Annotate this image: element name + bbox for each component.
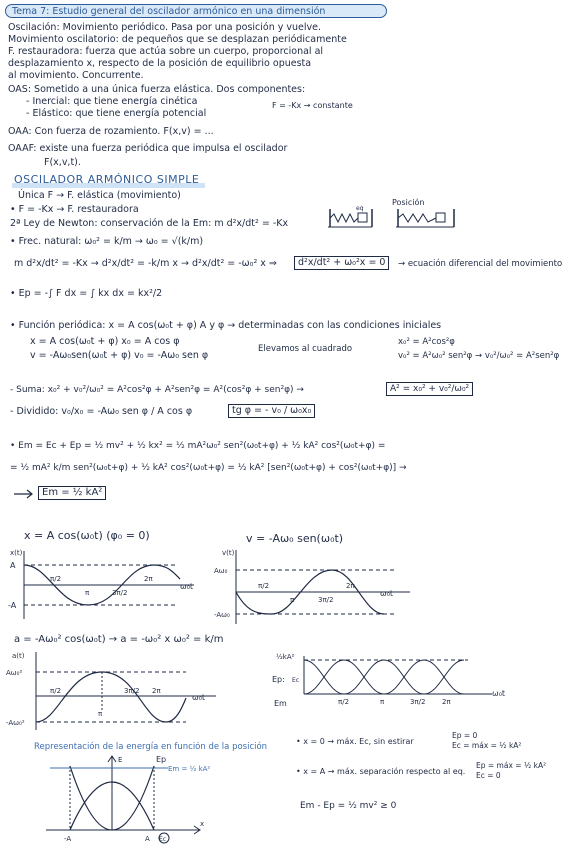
g4-t1: π/2 [338, 698, 350, 706]
energy-x-label: x [200, 820, 205, 828]
g2-top: Aω₀ [214, 567, 228, 575]
section-line-5b: → ecuación diferencial del movimiento [398, 259, 563, 269]
energy-plus-a: A [145, 835, 150, 843]
intro-line-4: desplazamiento x, respecto de la posición de equilibrio opuesta [8, 58, 312, 69]
note-2a: Ep = máx = ½ kA² [476, 761, 547, 770]
note-1b: Ec = máx = ½ kA² [452, 741, 522, 750]
g3-t1: π/2 [50, 687, 62, 695]
section-line-7: • Función periódica: x = A cos(ω₀t + φ) A y φ → determinadas con las condiciones iniciales [10, 320, 442, 331]
intro-line-9: OAA: Con fuerza de rozamiento. F(x,v) = ... [8, 126, 214, 137]
section-line-3: 2ª Ley de Newton: conservación de la Em: m d²x/dt² = -Kx [10, 218, 289, 229]
section-line-6: • Ep = -∫ F dx = ∫ kx dx = kx²/2 [10, 288, 163, 299]
section-line-9b: Elevamos al cuadrado [258, 344, 353, 354]
arrow-icon [14, 488, 36, 500]
intro-line-7: - Inercial: que tiene energía cinética [26, 96, 198, 107]
section-line-11: - Dividido: v₀/x₀ = -Aω₀ sen φ / A cos φ [10, 406, 193, 417]
intro-line-10: OAAF: existe una fuerza periódica que impulsa el oscilador [8, 143, 288, 154]
g3-t2: π [98, 710, 103, 718]
g4-t2: π [380, 698, 385, 706]
g1-t2: π [85, 589, 90, 597]
note-2b: Ec = 0 [476, 771, 501, 780]
g4-top: ½kA² [276, 653, 295, 661]
section-line-8: x = A cos(ω₀t + φ) x₀ = A cos φ [30, 336, 180, 347]
graph-velocity [214, 546, 414, 628]
g4-t4: 2π [442, 698, 451, 706]
section-line-12: • Em = Ec + Ep = ½ mv² + ½ kx² = ½ mA²ω₀² sen²(ω₀t+φ) + ½ kA² cos²(ω₀t+φ) = [10, 441, 386, 451]
g2-xlab: ω₀t [380, 589, 394, 598]
g3-xlab: ω₀t [192, 693, 206, 702]
intro-line-7b: F = -Kx → constante [272, 101, 353, 110]
g2-t4: 2π [346, 582, 355, 590]
phase-box: tg φ = - v₀ / ω₀x₀ [228, 404, 315, 418]
g1-t1: π/2 [50, 575, 62, 583]
section-line-1: Única F → F. elástica (movimiento) [18, 190, 181, 201]
g3-ylab: a(t) [12, 652, 25, 660]
g4-xlab: ω₀t [492, 689, 506, 698]
intro-line-5: al movimiento. Concurrente. [8, 70, 144, 81]
energy-e-label: E [118, 756, 123, 764]
section-line-2: • F = -Kx → F. restauradora [10, 204, 139, 215]
graph-a-title: a = -Aω₀² cos(ω₀t) → a = -ω₀² x ω₀² = k/m [14, 634, 224, 645]
section-line-5: m d²x/dt² = -Kx → d²x/dt² = -k/m x → d²x/dt² = -ω₀² x ⇒ [14, 258, 277, 269]
g4-ep: Ep: [272, 675, 285, 684]
note-2: • x = A → máx. separación respecto al eq. [296, 767, 466, 776]
amplitude-box: A² = x₀² + v₀²/ω₀² [386, 382, 473, 396]
section-line-8b: x₀² = A²cos²φ [398, 337, 455, 347]
g2-t3: 3π/2 [318, 596, 334, 604]
final-inequality: Em - Ep = ½ mv² ≥ 0 [300, 801, 397, 811]
g1-bot: -A [8, 601, 17, 610]
intro-line-2: Movimiento oscilatorio: de pequeños que se desplazan periódicamente [8, 34, 347, 45]
page-title: Tema 7: Estudio general del oscilador armónico en una dimensión [5, 4, 387, 18]
intro-line-11: F(x,v,t). [44, 157, 81, 168]
g4-t3: 3π/2 [410, 698, 426, 706]
graph-acceleration [6, 648, 226, 734]
svg-text:eq: eq [356, 205, 364, 212]
graph-position [8, 545, 198, 625]
section-line-13: = ½ mA² k/m sen²(ω₀t+φ) + ½ kA² cos²(ω₀t+φ) = ½ kA² [sen²(ω₀t+φ) + cos²(ω₀t+φ)] → [10, 463, 407, 473]
g2-ylab: v(t) [222, 549, 235, 557]
intro-line-1: Oscilación: Movimiento periódico. Pasa por una posición y vuelve. [8, 22, 322, 33]
section-line-10: - Suma: x₀² + v₀²/ω₀² = A²cos²φ + A²sen²φ = A²(cos²φ + sen²φ) → [10, 385, 304, 395]
g3-bot: -Aω₀² [6, 719, 25, 727]
intro-line-6: OAS: Sometido a una única fuerza elástica. Dos componentes: [8, 84, 306, 95]
graph-energy-position [40, 752, 210, 844]
diff-eq-box: d²x/dt² + ω₀²x = 0 [294, 256, 389, 270]
spring-sketch [326, 205, 566, 233]
graph-energy-time [262, 648, 524, 714]
intro-line-3: F. restauradora: fuerza que actúa sobre un cuerpo, proporcional al [8, 46, 324, 57]
intro-line-8: - Elástico: que tiene energía potencial [26, 108, 207, 119]
energy-ec-label: Ec [159, 836, 167, 843]
g2-bot: -Aω₀ [214, 611, 230, 619]
section-line-9: v = -Aω₀sen(ω₀t + φ) v₀ = -Aω₀ sen φ [30, 350, 209, 361]
g4-ec: Ec [292, 677, 300, 684]
posicion-label: Posición [392, 198, 425, 207]
g1-t3: 3π/2 [112, 589, 128, 597]
note-1a: Ep = 0 [452, 731, 478, 740]
section-line-4: • Frec. natural: ω₀² = k/m → ω₀ = √(k/m) [10, 236, 204, 247]
energy-box: Em = ½ kA² [38, 486, 106, 500]
g1-t4: 2π [144, 575, 153, 583]
graph-v-title: v = -Aω₀ sen(ω₀t) [246, 532, 344, 545]
section-line-9c: v₀² = A²ω₀² sen²φ → v₀²/ω₀² = A²sen²φ [398, 351, 560, 361]
graph-x-title: x = A cos(ω₀t) (φ₀ = 0) [24, 529, 150, 542]
energy-plot-title: Representación de la energía en función de la posición [34, 742, 268, 752]
energy-minus-a: -A [64, 835, 72, 843]
energy-ep-label: Ep [156, 755, 167, 764]
g3-top: Aω₀² [6, 669, 23, 677]
energy-em-label: Em = ½ kA² [168, 765, 210, 773]
section-heading: OSCILADOR ARMÓNICO SIMPLE [14, 173, 200, 186]
g2-t1: π/2 [258, 582, 270, 590]
g1-ylab: x(t) [10, 549, 23, 557]
g3-t4: 2π [152, 687, 161, 695]
note-1: • x = 0 → máx. Ec, sin estirar [296, 737, 414, 746]
g4-em: Em [274, 699, 287, 708]
g1-top: A [10, 561, 16, 570]
g3-t3: 3π/2 [124, 687, 140, 695]
g2-t2: π [290, 596, 295, 604]
g1-xlab: ω₀t [180, 582, 194, 591]
